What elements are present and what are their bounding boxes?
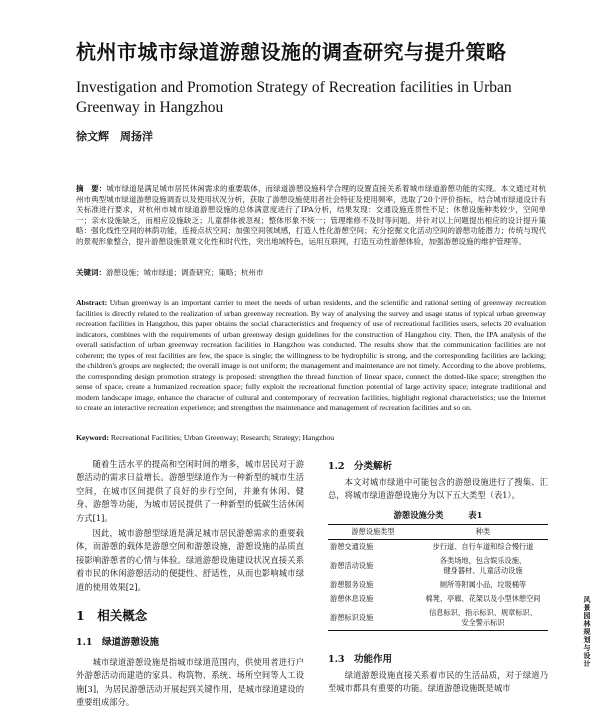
table-cell-line: 厕所等附属小品，垃圾桶等 bbox=[439, 579, 527, 589]
table-header-row bbox=[328, 524, 548, 539]
subsection-heading: 1.1 绿道游憩设施 bbox=[76, 637, 160, 649]
facility-table bbox=[328, 524, 548, 631]
paper-title-en: Investigation and Promotion Strategy of Recreation facilities in Urban Greenway in Hangzhou bbox=[76, 79, 512, 116]
right-column bbox=[328, 458, 548, 698]
abstract-en-text: Urban greenway is an important carrier to meet the needs of urban residents, and the scientific and rational setting of greenway recreation facilities is directly related to the realization of urban greenway recreation. By way of analysing the survey and usage status of typical urban greenway recreation facilities in Hangzhou, this paper obtains the social characteristics and frequency of use of recreational facilities users, selects 20 evaluation indicators, combines with the requirements of urban greenway design guidelines for the construction of Hangzhou city. Then, the IPA analysis of the overall satisfaction of urban greenway recreation facilities in Hangzhou was conducted. The results show that the communication facilities are not coherent; the types of rest facilities are few, the space is single; the willingness to be hydrophilic is strong, and the corresponding facilities are lacking; the children's groups are neglected; the overall image is not uniform; the management and maintenance are not timely. According to the above problems, the corresponding design promotion strategy is proposed: strengthen the thread function of linear space, connect the dotted-like space; strengthen the sense of space, create a humanized recreation space; fully exploit the recreational function potential of large activity space; integrate traditional and modern landscape image, enhance the character of cultural and contemporary of recreation facilities, highlight regional characteristics; use the Internet to create an interactive recreation experience; and strengthen the maintenance and management of recreation facilities and so on. bbox=[76, 298, 546, 412]
table-row bbox=[328, 554, 548, 578]
table-row bbox=[328, 606, 548, 631]
intro-paragraph: 因此，城市游憩型绿道是满足城市居民游憩需求的重要载体，而游憩的载体是游憩空间和游憩设施，游憩设施的品质直接影响游憩者的心情与体验。绿道游憩设施建设状况直接关系着市民的休闲游憩活动的便捷性、舒适性，从而也影响城市绿道的使用效果[2]。 bbox=[76, 528, 304, 592]
table-cell-line: 健身器材、儿童活动设施 bbox=[443, 565, 523, 575]
abstract-cn-label: 摘 要： bbox=[76, 184, 107, 193]
intro-paragraph: 随着生活水平的提高和空闲时间的增多，城市居民对于游憩活动的需求日益增长。游憩型绿道作为一种新型的城市生活空间，在城市区间提供了良好的步行空间，并兼有休闲、健身、游憩等功能，为城市居民提供了一种新型的低碳生活休闲方式[1]。 bbox=[76, 459, 304, 523]
table-row bbox=[328, 578, 548, 592]
abstract-cn bbox=[76, 184, 546, 248]
table-cell-kinds bbox=[418, 539, 548, 554]
table-cell-line: 棉凳、亭廊、花架以及小型休憩空间 bbox=[425, 593, 541, 603]
table-cell-line: 信息标识、指示标识、规章标识、 bbox=[429, 607, 537, 617]
keywords-en-text: Recreational Facilities; Urban Greenway; Research; Strategy; Hangzhou bbox=[108, 433, 335, 442]
body-paragraph: 本文对城市绿道中可能包含的游憩设施进行了搜集、汇总，将城市绿道游憩设施分为以下五大类型（表1）。 bbox=[328, 477, 548, 501]
keywords-en bbox=[76, 433, 546, 444]
table-cell-kinds bbox=[418, 578, 548, 592]
body-paragraph: 绿道游憩设施直接关系着市民的生活品质，对于绿道乃至城市都具有重要的功能。绿道游憩设施既是城市 bbox=[328, 669, 548, 694]
keywords-cn-label: 关键词： bbox=[76, 268, 106, 277]
table-cell-type: 游憩休息设施 bbox=[330, 593, 374, 603]
table-cell-line: 步行道、自行车道和综合慢行道 bbox=[432, 541, 534, 551]
subsection-heading: 1.3 功能作用 bbox=[328, 653, 393, 665]
table-cell-type: 游憩服务设施 bbox=[330, 579, 374, 589]
subsection-heading: 1.2 分类解析 bbox=[328, 461, 393, 472]
authors: 徐文辉 周扬洋 bbox=[76, 130, 153, 143]
keywords-en-label: Keyword: bbox=[76, 433, 109, 442]
abstract-cn-text: 城市绿道是满足城市居民休闲需求的重要载体，而绿道游憩设施科学合理的设置直接关系着城市绿道游憩功能的实现。本文通过对杭州市典型城市绿道游憩设施调查以及使用状况分析，获取了游憩设施使用者社会特征及使用频率，选取了20个评价指标，结合城市绿道设计有关标准进行要求，对杭州市城市绿道游憩设施的总体满意度进行了IPA分析，结果发现：交通设施连贯性不足；休憩设施种类较少，空间单一；亲水设施缺乏，而相应设施缺乏；儿童群体被忽视；整体形象不统一；管理维修不及时等问题。并针对以上问题提出相应的设计提升策略：强化线性空间的林荫功能，连接点状空间；加强空间领域感，打造人性化游憩空间；充分挖掘文化活动空间的游憩功能潜力；传统与现代的景观形象整合，提升游憩设施景观文化性和时代性，突出地域特色，运用互联网，打造互动性游憩体验，加强游憩设施的维护管理等。 bbox=[76, 184, 546, 246]
keywords-cn-text: 游憩设施；城市绿道；调查研究；策略；杭州市 bbox=[106, 268, 264, 277]
left-column bbox=[76, 458, 304, 712]
table-row bbox=[328, 592, 548, 606]
abstract-en bbox=[76, 298, 546, 414]
table-row bbox=[328, 539, 548, 554]
table-header-cell: 种类 bbox=[418, 524, 548, 539]
journal-section-label: 风景园林规划与设计 bbox=[583, 596, 592, 668]
table-cell-type: 游憩活动设施 bbox=[330, 560, 374, 570]
table-cell-kinds bbox=[418, 554, 548, 578]
table-cell-kinds bbox=[418, 606, 548, 631]
table-cell-line: 安全警示标识 bbox=[461, 617, 505, 627]
table-header-cell: 游憩设施类型 bbox=[328, 524, 418, 539]
paper-title-cn: 杭州市城市绿道游憩设施的调查研究与提升策略 bbox=[76, 40, 507, 64]
table-cell-type: 游憩标识设施 bbox=[328, 606, 418, 631]
table-caption: 游憩设施分类 表1 bbox=[393, 509, 483, 520]
keywords-cn bbox=[76, 268, 546, 279]
body-paragraph: 城市绿道游憩设施是指城市绿道范围内，供使用者进行户外游憩活动而建造的家具、构筑物、系统、场所空间等人工设施[3]，为居民游憩活动开展起到关键作用，是城市绿道建设的重要组成部分。 bbox=[76, 657, 304, 708]
abstract-en-label: Abstract: bbox=[76, 298, 108, 307]
table-cell-type: 游憩交通设施 bbox=[330, 541, 374, 551]
section-heading: 1 相关概念 bbox=[76, 608, 148, 624]
table-cell-line: 各类场地，包含娱乐设施、 bbox=[439, 555, 527, 565]
table-cell-kinds bbox=[418, 592, 548, 606]
